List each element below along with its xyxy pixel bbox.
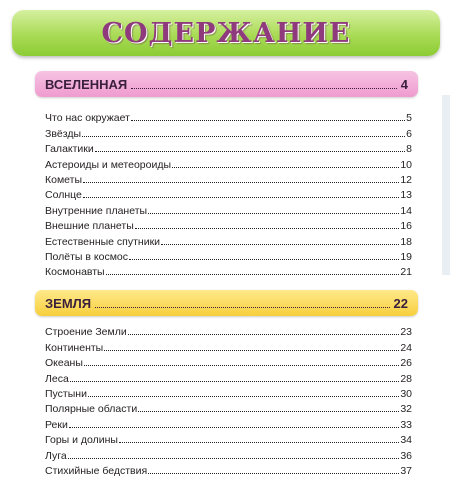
- dot-leader: [68, 458, 400, 459]
- dot-leader: [95, 151, 405, 152]
- toc-item-label: Кометы: [45, 173, 83, 186]
- toc-item-page: 37: [400, 464, 412, 477]
- toc-item-label: Горы и долины: [45, 434, 118, 447]
- toc-item-page: 6: [406, 127, 412, 140]
- toc-item[interactable]: [45, 400, 412, 415]
- dot-leader: [88, 396, 399, 397]
- toc-item[interactable]: [45, 415, 412, 430]
- toc-item[interactable]: [45, 385, 412, 400]
- toc-item[interactable]: [45, 109, 412, 124]
- dot-leader: [82, 136, 405, 137]
- toc-item-page: 28: [400, 372, 412, 385]
- section-header-universe[interactable]: [35, 71, 418, 97]
- toc-item-label: Леса: [45, 372, 69, 385]
- toc-item-page: 36: [400, 449, 412, 462]
- page-edge-strip: [442, 95, 450, 275]
- toc-item[interactable]: [45, 140, 412, 155]
- toc-item[interactable]: [45, 232, 412, 247]
- toc-item[interactable]: [45, 155, 412, 170]
- toc-item[interactable]: [45, 369, 412, 384]
- toc-item[interactable]: [45, 431, 412, 446]
- toc-item[interactable]: [45, 338, 412, 353]
- toc-item-page: 16: [400, 220, 412, 233]
- toc-item[interactable]: [45, 323, 412, 338]
- dot-leader: [129, 259, 399, 260]
- dot-leader: [95, 297, 389, 308]
- toc-item-page: 34: [400, 434, 412, 447]
- toc-item-label: Континенты: [45, 341, 104, 354]
- toc-item[interactable]: [45, 446, 412, 461]
- toc-item-label: Внешние планеты: [45, 220, 134, 233]
- toc-item-label: Естественные спутники: [45, 235, 161, 248]
- dot-leader: [172, 167, 399, 168]
- toc-item-label: Реки: [45, 418, 68, 431]
- toc-item-page: 21: [400, 266, 412, 279]
- toc-item-label: Солнце: [45, 189, 82, 202]
- toc-item-page: 5: [406, 112, 412, 125]
- toc-item-label: Внутренние планеты: [45, 204, 148, 217]
- section-header-earth[interactable]: [35, 290, 418, 316]
- toc-item-page: 26: [400, 357, 412, 370]
- dot-leader: [128, 334, 400, 335]
- dot-leader: [148, 213, 399, 214]
- toc-item-label: Звёзды: [45, 127, 82, 140]
- toc-item-page: 10: [400, 158, 412, 171]
- toc-item[interactable]: [45, 124, 412, 139]
- toc-item-label: Что нас окружает: [45, 112, 130, 125]
- toc-item-page: 13: [400, 189, 412, 202]
- toc-item-label: Космонавты: [45, 266, 105, 279]
- section-page-number: 4: [400, 76, 408, 92]
- toc-item[interactable]: [45, 462, 412, 477]
- toc-item-label: Пустыни: [45, 387, 87, 400]
- toc-item[interactable]: [45, 171, 412, 186]
- toc-item-page: 30: [400, 387, 412, 400]
- toc-item[interactable]: [45, 186, 412, 201]
- toc-item-label: Полярные области: [45, 403, 138, 416]
- dot-leader: [138, 411, 399, 412]
- dot-leader: [83, 197, 399, 198]
- toc-item[interactable]: [45, 248, 412, 263]
- toc-item-page: 12: [400, 173, 412, 186]
- toc-item-label: Океаны: [45, 357, 83, 370]
- toc-item-page: 18: [400, 235, 412, 248]
- toc-list-earth: [45, 323, 412, 477]
- dot-leader: [131, 78, 397, 89]
- toc-item[interactable]: [45, 354, 412, 369]
- dot-leader: [84, 365, 399, 366]
- dot-leader: [104, 350, 399, 351]
- toc-item-page: 24: [400, 341, 412, 354]
- dot-leader: [148, 473, 399, 474]
- dot-leader: [83, 182, 399, 183]
- section-page-number: 22: [393, 295, 408, 311]
- title-banner: [12, 10, 440, 56]
- toc-item-page: 23: [400, 326, 412, 339]
- page-title: СОДЕРЖАНИЕ: [101, 17, 351, 49]
- toc-item[interactable]: [45, 217, 412, 232]
- toc-item-label: Галактики: [45, 143, 94, 156]
- toc-item-label: Строение Земли: [45, 326, 127, 339]
- toc-item-page: 19: [400, 250, 412, 263]
- dot-leader: [131, 120, 405, 121]
- toc-item[interactable]: [45, 263, 412, 278]
- toc-item-page: 8: [406, 143, 412, 156]
- section-title: ЗЕМЛЯ: [45, 295, 92, 311]
- dot-leader: [106, 274, 400, 275]
- section-title: ВСЕЛЕННАЯ: [45, 76, 128, 92]
- dot-leader: [69, 427, 399, 428]
- toc-item-page: 32: [400, 403, 412, 416]
- toc-item-page: 33: [400, 418, 412, 431]
- toc-item-label: Луга: [45, 449, 67, 462]
- dot-leader: [119, 442, 399, 443]
- toc-item-label: Стихийные бедствия: [45, 464, 148, 477]
- dot-leader: [161, 244, 399, 245]
- dot-leader: [135, 228, 400, 229]
- toc-item-label: Астероиды и метеороиды: [45, 158, 171, 171]
- toc-item-label: Полёты в космос: [45, 250, 129, 263]
- toc-item[interactable]: [45, 201, 412, 216]
- dot-leader: [70, 381, 399, 382]
- toc-item-page: 14: [400, 204, 412, 217]
- toc-list-universe: [45, 109, 412, 278]
